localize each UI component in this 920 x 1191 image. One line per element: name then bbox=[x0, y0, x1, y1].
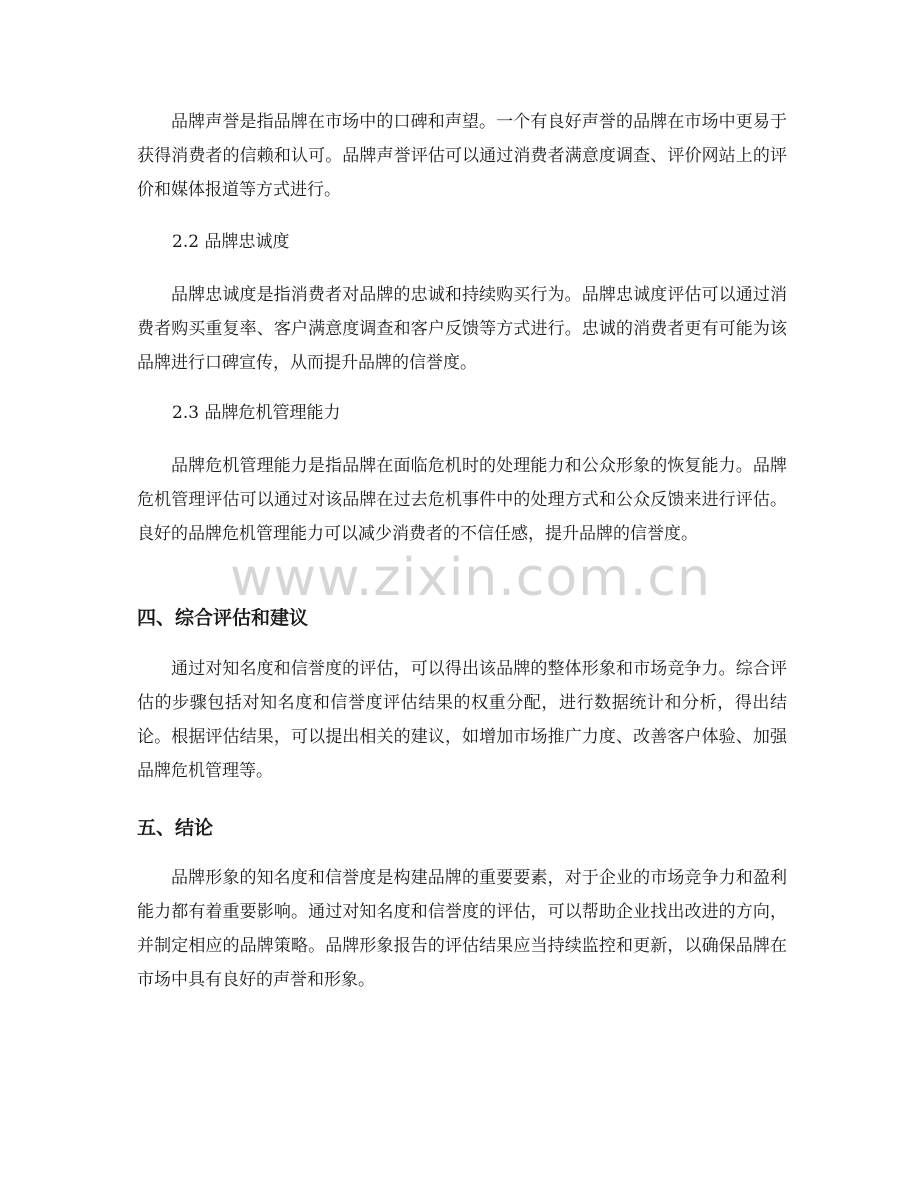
heading-conclusion: 五、结论 bbox=[137, 817, 214, 839]
watermark-text: www.zixin.com.cn bbox=[230, 548, 711, 608]
paragraph-crisis-management: 品牌危机管理能力是指品牌在面临危机时的处理能力和公众形象的恢复能力。品牌危机管理评估可以通过对该品牌在过去危机事件中的处理方式和公众反馈来进行评估。良好的品牌危机管理能力可以减少消费者的不信任感，提升品牌的信誉度。 bbox=[137, 456, 787, 544]
paragraph-comprehensive-evaluation: 通过对知名度和信誉度的评估，可以得出该品牌的整体形象和市场竞争力。综合评估的步骤包括对知名度和信誉度评估结果的权重分配，进行数据统计和分析，得出结论。根据评估结果，可以提出相关的建议，如增加市场推广力度、改善客户体验、加强品牌危机管理等。 bbox=[137, 659, 787, 781]
paragraph-brand-loyalty: 品牌忠诚度是指消费者对品牌的忠诚和持续购买行为。品牌忠诚度评估可以通过消费者购买重复率、客户满意度调查和客户反馈等方式进行。忠诚的消费者更有可能为该品牌进行口碑宣传，从而提升品牌的信誉度。 bbox=[137, 285, 787, 373]
subheading-crisis-management: 2.3 品牌危机管理能力 bbox=[172, 403, 341, 423]
heading-comprehensive-evaluation: 四、综合评估和建议 bbox=[137, 607, 309, 629]
subheading-brand-loyalty: 2.2 品牌忠诚度 bbox=[172, 232, 290, 252]
paragraph-conclusion: 品牌形象的知名度和信誉度是构建品牌的重要要素，对于企业的市场竞争力和盈利能力都有着重要影响。通过对知名度和信誉度的评估，可以帮助企业找出改进的方向，并制定相应的品牌策略。品牌形象报告的评估结果应当持续监控和更新，以确保品牌在市场中具有良好的声誉和形象。 bbox=[137, 868, 787, 990]
paragraph-brand-reputation: 品牌声誉是指品牌在市场中的口碑和声望。一个有良好声誉的品牌在市场中更易于获得消费者的信赖和认可。品牌声誉评估可以通过消费者满意度调查、评价网站上的评价和媒体报道等方式进行。 bbox=[137, 112, 787, 200]
